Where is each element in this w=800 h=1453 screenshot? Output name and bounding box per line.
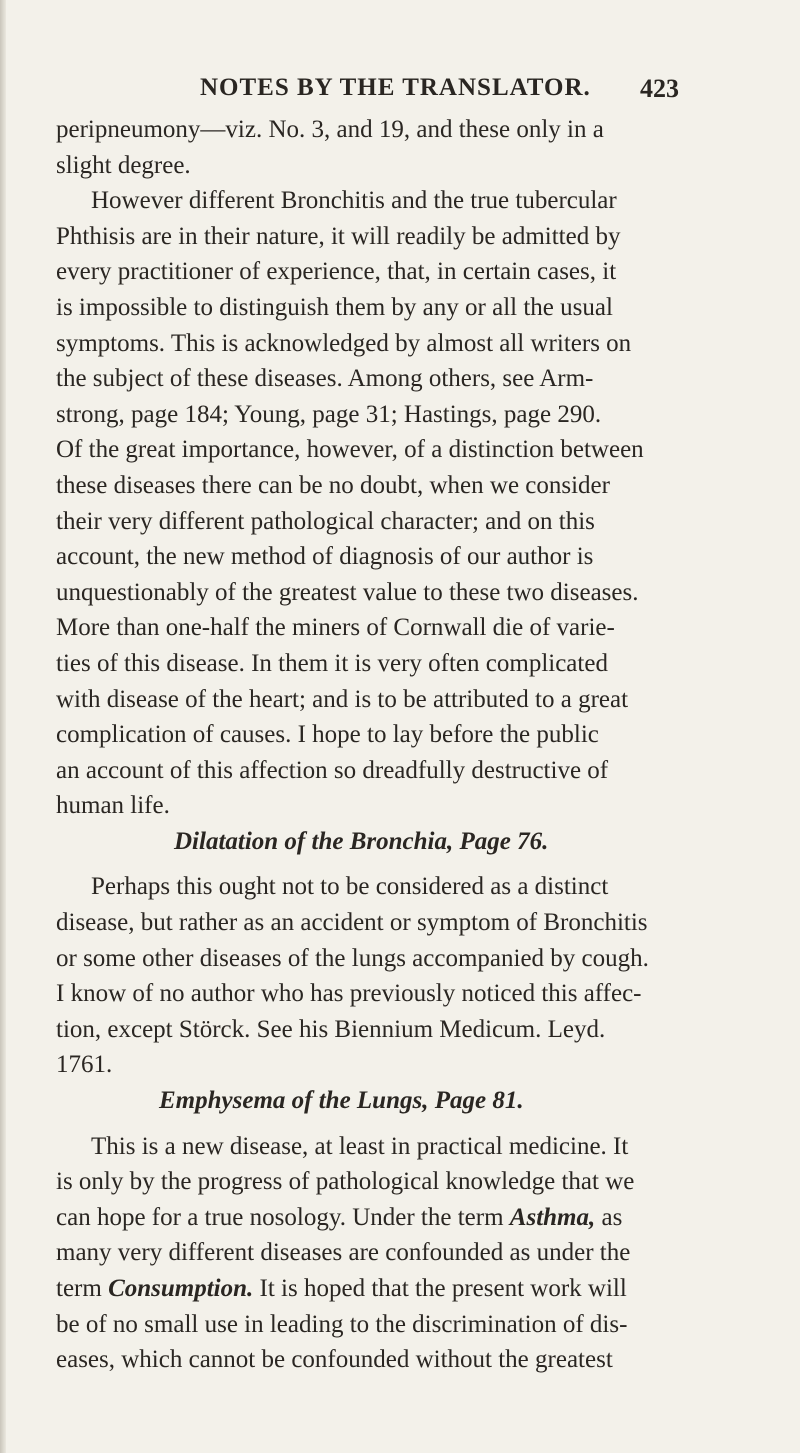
text-line xyxy=(56,1271,784,1307)
text-line: ties of this disease. In them it is very often complicated xyxy=(56,649,608,677)
text-run: as xyxy=(595,1203,623,1231)
text-line: strong, page 184; Young, page 31; Hastings, page 290. xyxy=(56,400,602,428)
text-line: unquestionably of the greatest value to these two diseases. xyxy=(56,578,639,606)
text-line: is only by the progress of pathological knowledge that we xyxy=(56,1168,635,1196)
text-line: However different Bronchitis and the true tubercular xyxy=(91,187,617,215)
italic-term-asthma: Asthma, xyxy=(509,1203,596,1231)
page-edge xyxy=(0,0,6,1453)
text-line: Phthisis are in their nature, it will readily be admitted by xyxy=(56,222,621,250)
text-line: slight degree. xyxy=(56,151,191,179)
text-run: term xyxy=(56,1275,109,1302)
running-head xyxy=(0,74,800,114)
paragraph-continuation xyxy=(56,112,784,183)
text-line: disease, but rather as an accident or symptom of Bronchitis xyxy=(56,909,648,937)
text-line: tion, except Störck. See his Biennium Medicum. Leyd. xyxy=(56,1015,606,1043)
text-line: account, the new method of diagnosis of our author is xyxy=(56,543,594,571)
text-line: Perhaps this ought not to be considered as a distinct xyxy=(91,873,609,901)
text-line: be of no small use in leading to the discrimination of dis- xyxy=(56,1310,628,1338)
text-line: or some other diseases of the lungs accompanied by cough. xyxy=(56,944,649,972)
text-line: these diseases there can be no doubt, when we consider xyxy=(56,471,610,499)
text-line: peripneumony—viz. No. 3, and 19, and these only in a xyxy=(56,116,604,143)
text-line: eases, which cannot be confounded without the greatest xyxy=(56,1346,613,1374)
page-body xyxy=(56,112,784,1378)
text-line: symptoms. This is acknowledged by almost all writers on xyxy=(56,329,632,357)
text-line: complication of causes. I hope to lay before the public xyxy=(56,721,599,749)
text-line xyxy=(56,1200,784,1236)
text-line: many very different diseases are confounded as under the xyxy=(56,1239,631,1267)
section-gap xyxy=(56,1119,784,1129)
text-line: is impossible to distinguish them by any or all the usual xyxy=(56,293,613,321)
text-line: Of the great importance, however, of a distinction between xyxy=(56,436,644,464)
section-gap xyxy=(56,859,784,869)
text-line: 1761. xyxy=(56,1051,113,1079)
text-line: More than one-half the miners of Cornwall die of varie- xyxy=(56,614,615,642)
paragraph-bronchitis-phthisis xyxy=(56,183,784,824)
paragraph-emphysema xyxy=(56,1129,784,1378)
text-line: human life. xyxy=(56,792,170,820)
text-line: This is a new disease, at least in practical medicine. It xyxy=(91,1132,629,1160)
text-line: their very different pathological character; and on this xyxy=(56,507,595,535)
text-run: It is hoped that the present work will xyxy=(253,1275,627,1302)
italic-term-consumption: Consumption. xyxy=(108,1275,254,1302)
page-number: 423 xyxy=(640,74,679,103)
text-run: can hope for a true nosology. Under the term xyxy=(56,1203,510,1231)
text-line: an account of this affection so dreadfully destructive of xyxy=(56,756,609,784)
section-heading-emphysema: Emphysema of the Lungs, Page 81. xyxy=(159,1087,524,1115)
running-head-title: NOTES BY THE TRANSLATOR. xyxy=(200,74,591,101)
paragraph-dilatation xyxy=(56,869,784,1083)
text-line: I know of no author who has previously noticed this affec- xyxy=(56,980,642,1008)
text-line: every practitioner of experience, that, in certain cases, it xyxy=(56,258,617,286)
text-line: with disease of the heart; and is to be attributed to a great xyxy=(56,685,629,713)
section-heading-dilatation: Dilatation of the Bronchia, Page 76. xyxy=(174,827,549,855)
text-line: the subject of these diseases. Among others, see Arm- xyxy=(56,365,594,393)
